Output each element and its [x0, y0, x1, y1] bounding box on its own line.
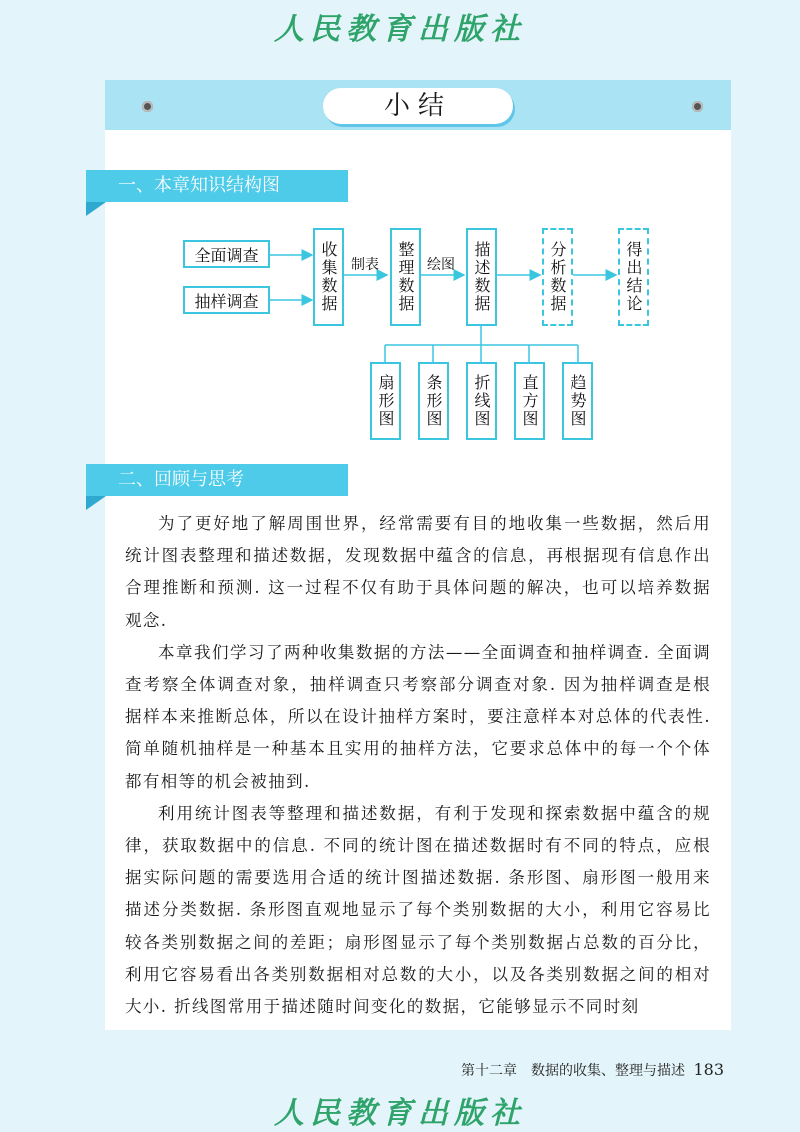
- section-heading-review: 二、回顾与思考: [86, 464, 348, 496]
- node-chart-trend: 趋势图: [562, 362, 593, 440]
- page-title: 小结: [323, 88, 513, 124]
- review-text: [125, 508, 711, 1023]
- node-full-survey: 全面调查: [183, 240, 270, 268]
- label-tabulate: 制表: [351, 257, 379, 273]
- node-draw-conclusion: 得出结论: [618, 228, 649, 326]
- node-collect-data: 收集数据: [313, 228, 344, 326]
- node-chart-line: 折线图: [466, 362, 497, 440]
- publisher-logo-top: 人民教育出版社: [274, 12, 526, 47]
- section-heading-structure: 一、本章知识结构图: [86, 170, 348, 202]
- node-analyze-data: 分析数据: [542, 228, 573, 326]
- node-describe-data: 描述数据: [466, 228, 497, 326]
- publisher-logo-bottom: 人民教育出版社: [274, 1096, 526, 1131]
- paragraph: 本章我们学习了两种收集数据的方法——全面调查和抽样调查. 全面调查考察全体调查对象，抽样调查只考察部分调查对象. 因为抽样调查是根据样本来推断总体，所以在设计抽样方案时，要注意样本对总体的代表性. 简单随机抽样是一种基本且实用的抽样方法，它要求总体中的每一个个体都有相等的机会被抽到.: [125, 642, 711, 791]
- label-plot: 绘图: [427, 257, 455, 273]
- page-footer: [461, 1060, 724, 1080]
- node-chart-histogram: 直方图: [514, 362, 545, 440]
- paragraph: 为了更好地了解周围世界，经常需要有目的地收集一些数据，然后用统计图表整理和描述数据，发现数据中蕴含的信息，再根据现有信息作出合理推断和预测. 这一过程不仅有助于具体问题的解决，也可以培养数据观念.: [125, 514, 711, 630]
- node-chart-bar: 条形图: [418, 362, 449, 440]
- node-organize-data: 整理数据: [390, 228, 421, 326]
- chapter-title: 第十二章 数据的收集、整理与描述: [461, 1063, 685, 1079]
- paragraph: 利用统计图表等整理和描述数据，有利于发现和探索数据中蕴含的规律，获取数据中的信息. 不同的统计图在描述数据时有不同的特点，应根据实际问题的需要选用合适的统计图描述数据. 条形图、扇形图一般用来描述分类数据. 条形图直观地显示了每个类别数据的大小，利用它容易比较各类别数据之间的差距；扇形图显示了每个类别数据占总数的百分比，利用它容易看出各类别数据相对总数的大小，以及各类别数据之间的相对大小. 折线图常用于描述随时间变化的数据，它能够显示不同时刻: [125, 803, 711, 1017]
- node-sample-survey: 抽样调查: [183, 286, 270, 314]
- node-chart-pie: 扇形图: [370, 362, 401, 440]
- page-number: 183: [693, 1060, 724, 1079]
